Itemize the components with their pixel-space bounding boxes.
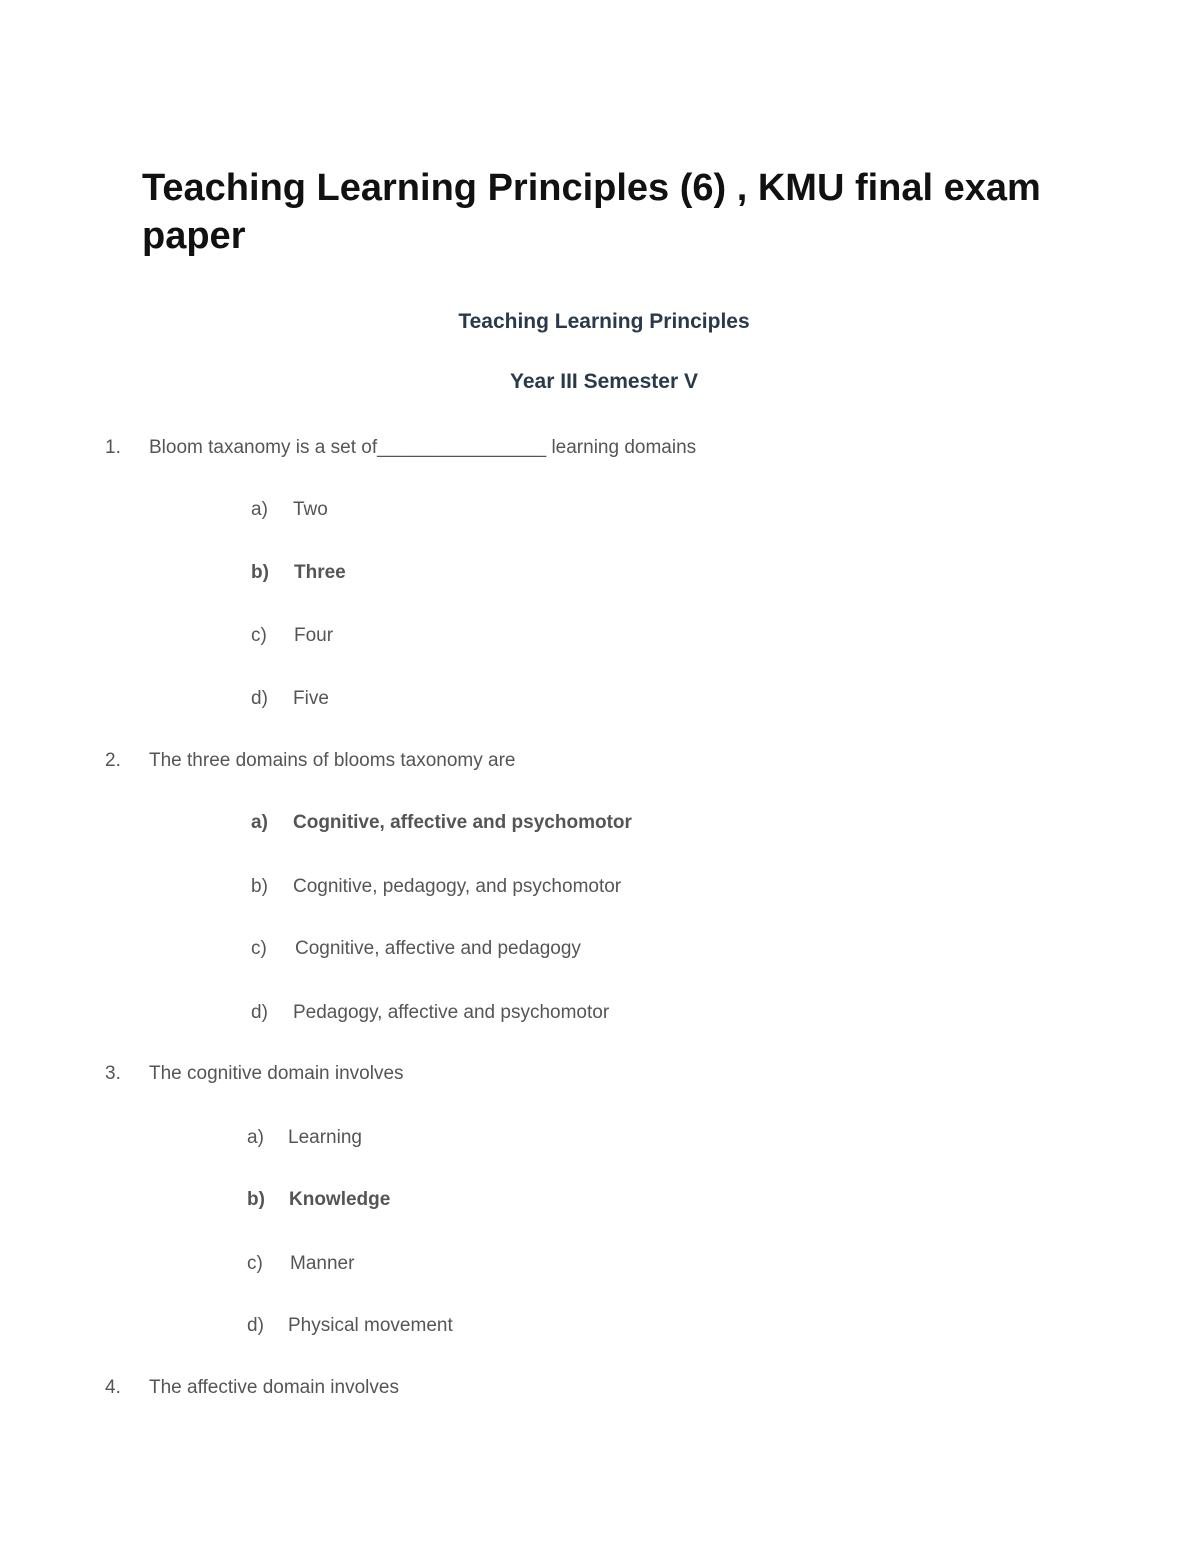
option-text: Cognitive, affective and psychomotor bbox=[293, 812, 632, 833]
option-letter: d) bbox=[251, 1002, 268, 1023]
question-number: 2. bbox=[105, 750, 121, 771]
question-text: The three domains of blooms taxonomy are bbox=[149, 750, 516, 771]
option-text: Cognitive, pedagogy, and psychomotor bbox=[293, 876, 622, 897]
question-number: 1. bbox=[105, 437, 121, 458]
document-title: Teaching Learning Principles (6) , KMU final exam paper bbox=[142, 167, 1041, 257]
term-heading: Year III Semester V bbox=[510, 370, 698, 393]
option-text: Knowledge bbox=[289, 1189, 391, 1210]
option-text: Four bbox=[294, 625, 334, 646]
option-letter: c) bbox=[251, 938, 267, 959]
option-text: Five bbox=[293, 688, 329, 709]
option-letter: a) bbox=[247, 1127, 264, 1148]
option-letter: d) bbox=[247, 1315, 264, 1336]
course-heading: Teaching Learning Principles bbox=[458, 310, 750, 333]
option-letter: a) bbox=[251, 499, 268, 520]
option-text: Learning bbox=[288, 1127, 362, 1148]
option-text: Two bbox=[293, 499, 328, 520]
question-number: 3. bbox=[105, 1063, 121, 1084]
option-text: Three bbox=[294, 562, 346, 583]
option-text: Manner bbox=[290, 1253, 355, 1274]
option-letter: b) bbox=[251, 562, 269, 583]
option-text: Pedagogy, affective and psychomotor bbox=[293, 1002, 610, 1023]
question-text: The cognitive domain involves bbox=[149, 1063, 404, 1084]
option-letter: b) bbox=[247, 1189, 265, 1210]
question-text: The affective domain involves bbox=[149, 1377, 399, 1398]
option-text: Physical movement bbox=[288, 1315, 453, 1336]
option-letter: d) bbox=[251, 688, 268, 709]
option-letter: a) bbox=[251, 812, 268, 833]
question-text: Bloom taxanomy is a set of________________ learning domains bbox=[149, 437, 697, 458]
option-text: Cognitive, affective and pedagogy bbox=[295, 938, 581, 959]
question-number: 4. bbox=[105, 1377, 121, 1398]
option-letter: c) bbox=[251, 625, 267, 646]
option-letter: c) bbox=[247, 1253, 263, 1274]
option-letter: b) bbox=[251, 876, 268, 897]
